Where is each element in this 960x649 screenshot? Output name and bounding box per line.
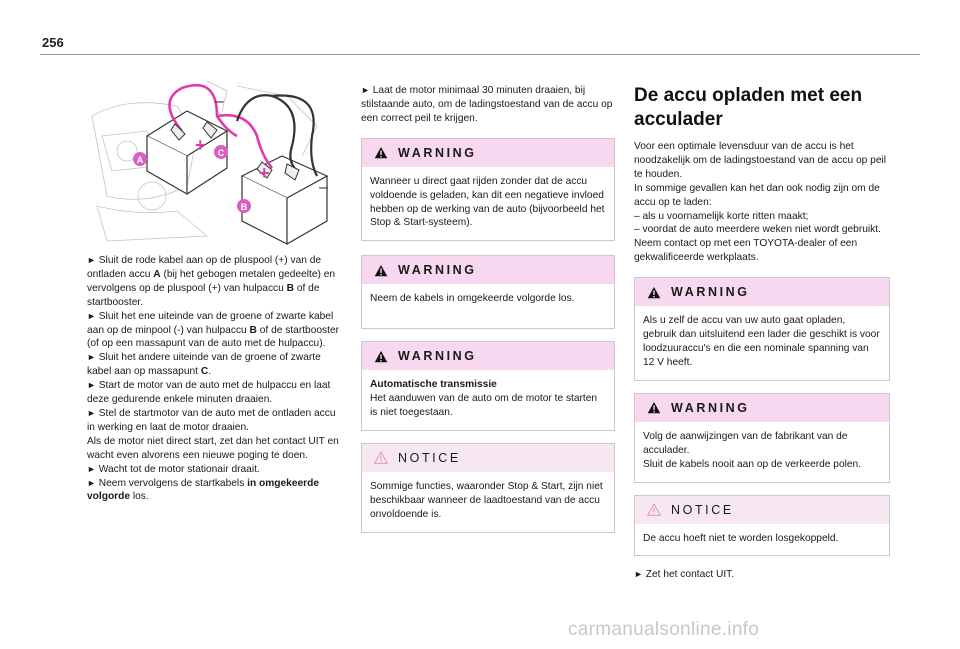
warning-triangle-icon [374, 146, 388, 159]
svg-text:A: A [136, 155, 144, 165]
warning-title: WARNING [671, 400, 750, 415]
warning-box-driving [361, 138, 615, 242]
header-rule [40, 54, 920, 55]
plus-sign-a: + [195, 135, 206, 155]
minus-sign-a: – [215, 93, 224, 110]
warning-text: Het aanduwen van de auto om de motor te starten is niet toegestaan. [370, 393, 598, 419]
step-5-note: Als de motor niet direct start, zet dan het contact UIT en wacht even alvorens een nieuwe poging te doen. [87, 435, 339, 461]
notice-triangle-icon [374, 451, 388, 464]
warning-title: WARNING [671, 285, 750, 300]
charger-intro [634, 140, 890, 265]
plus-sign-b: + [259, 163, 270, 183]
warning-title: WARNING [398, 349, 477, 364]
notice-box-disconnect [634, 495, 890, 557]
notice-triangle-icon [647, 503, 661, 516]
column-left [87, 76, 345, 504]
warning-box-charger [634, 277, 890, 381]
warning-text: Sluit de kabels nooit aan op de verkeerde polen. [643, 458, 862, 470]
warning-triangle-icon [374, 350, 388, 363]
marker-c-badge [214, 145, 228, 159]
minus-sign-b: – [319, 179, 328, 196]
warning-text: Volg de aanwijzingen van de fabrikant van de acculader. [643, 430, 848, 456]
notice-box-stopstart [361, 443, 615, 533]
step-6: ► Wacht tot de motor stationair draait. [87, 463, 260, 475]
warning-body [362, 370, 614, 430]
step-5: ► Stel de startmotor van de auto met de ontladen accu in werking en laat de motor draaien. [87, 407, 336, 433]
step-1: ► Sluit de rode kabel aan op de pluspool (+) van de ontladen accu A (bij het gebogen metalen gedeelte) en vervolgens op de pluspool (+) van hulpaccu B of de startbooster. [87, 255, 336, 308]
warning-triangle-icon [647, 286, 661, 299]
column-right [634, 84, 890, 582]
notice-body: Sommige functies, waaronder Stop & Start, zijn niet beschikbaar wanneer de laadtoestand van de accu onvoldoende is. [370, 480, 603, 520]
intro-paragraph: Voor een optimale levensduur van de accu is het noodzakelijk om de ladingstoestand van de accu op peil te houden. [634, 141, 887, 180]
marker-b-badge [237, 199, 251, 213]
warning-box-disconnect [361, 255, 615, 329]
step-4: ► Start de motor van de auto met de hulpaccu en laat deze gedurende enkele minuten draaien. [87, 380, 331, 406]
section-title: De accu opladen met een acculader [634, 85, 863, 130]
warning-triangle-icon [374, 264, 388, 277]
ignition-off-step: ► Zet het contact UIT. [634, 569, 735, 581]
warning-subhead: Automatische transmissie [370, 379, 497, 391]
notice-body: De accu hoeft niet te worden losgekoppeld. [643, 532, 839, 544]
warning-body: Wanneer u direct gaat rijden zonder dat de accu voldoende is geladen, kan dit een negatieve invloed hebben op de werking van de auto (bijvoorbeeld het Stop & Start-systeem). [370, 175, 605, 229]
warning-title: WARNING [398, 263, 477, 278]
warning-body [635, 422, 889, 482]
svg-text:B: B [240, 202, 248, 212]
step-7: ► Neem vervolgens de startkabels in omgekeerde volgorde los. [87, 477, 320, 503]
jump-start-steps [87, 254, 345, 504]
marker-a-badge [133, 152, 147, 166]
intro-bullet: – als u voornamelijk korte ritten maakt; [634, 210, 809, 222]
warning-title: WARNING [398, 145, 477, 160]
warning-triangle-icon [647, 401, 661, 414]
step-2: ► Sluit het ene uiteinde van de groene of zwarte kabel aan op de minpool (-) van hulpaccu B of de startbooster (of op een massapunt van de auto met de hulpaccu). [87, 310, 340, 350]
warning-box-automatic [361, 341, 615, 431]
watermark-text: carmanualsonline.info [568, 619, 760, 640]
warning-body: Neem de kabels in omgekeerde volgorde los. [370, 293, 575, 305]
step-3: ► Sluit het andere uiteinde van de groene of zwarte kabel aan op massapunt C. [87, 352, 321, 378]
charge-run-step: ► Laat de motor minimaal 30 minuten draaien, bij stilstaande auto, om de ladingstoestand van de accu op een correct peil te krijgen. [361, 85, 613, 124]
intro-paragraph: Neem contact op met een TOYOTA-dealer of een gekwalificeerde werkplaats. [634, 238, 858, 264]
column-middle [361, 84, 615, 533]
notice-title: NOTICE [398, 450, 461, 465]
page-number: 256 [42, 35, 64, 50]
notice-title: NOTICE [671, 502, 734, 517]
jump-start-illustration [87, 76, 337, 246]
warning-box-manufacturer [634, 393, 890, 483]
intro-paragraph: In sommige gevallen kan het dan ook nodig zijn om de accu op te laden: [634, 182, 880, 208]
intro-bullet: – voordat de auto meerdere weken niet wordt gebruikt. [634, 224, 881, 236]
warning-body: Als u zelf de accu van uw auto gaat opladen, gebruik dan uitsluitend een lader die geschikt is voor loodzuuraccu's en die een nominale spanning van 12 V heeft. [643, 315, 880, 368]
svg-text:C: C [217, 148, 225, 158]
